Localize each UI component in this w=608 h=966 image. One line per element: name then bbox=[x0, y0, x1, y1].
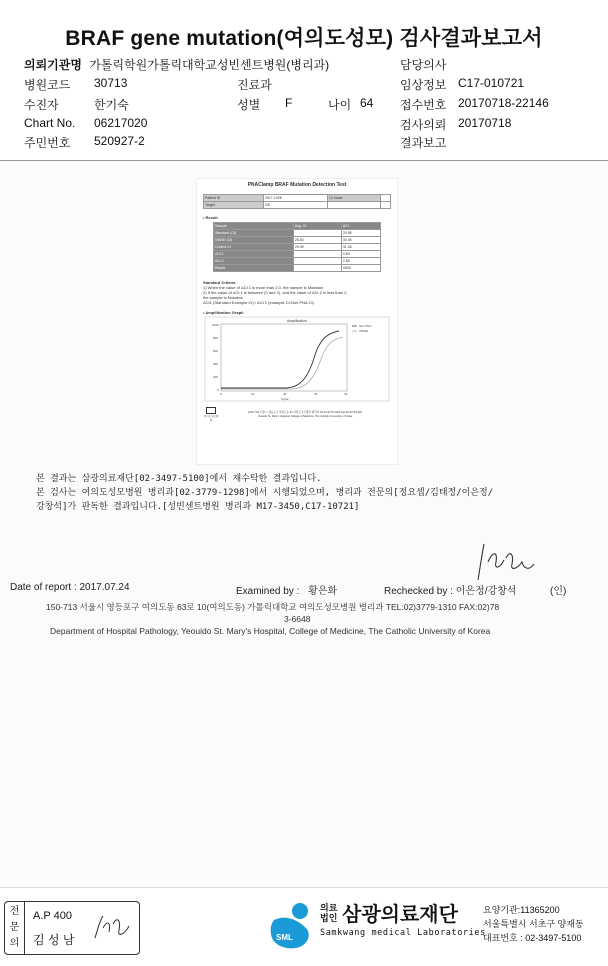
result-cell: 28.53 bbox=[293, 237, 341, 244]
result-cell: 0.60 bbox=[341, 251, 380, 258]
age-value: 64 bbox=[360, 96, 374, 110]
request-label: 검사의뢰 bbox=[400, 118, 447, 132]
x-tick-label: 40 bbox=[344, 392, 348, 396]
reception-label: 접수번호 bbox=[400, 98, 447, 112]
result-cell: Control Ct bbox=[214, 244, 294, 251]
result-cell: 30.45 bbox=[341, 237, 380, 244]
org-prefix bbox=[320, 903, 337, 923]
hospital-code-label: 병원코드 bbox=[24, 78, 71, 92]
patient-cell: Patient ID bbox=[204, 195, 264, 202]
org-phone: 대표번호 : 02-3497-5100 bbox=[483, 933, 582, 943]
org-code: 요양기관:11365200 bbox=[483, 905, 560, 915]
embedded-footer bbox=[203, 407, 391, 422]
examined-label: Examined by : bbox=[236, 586, 300, 597]
embedded-footer-line: (150-713) 서울시 영등포구 여의도동 62 여의도성모병원 병리과 Tel 02-3779-2120 Fax 02-3779-1334 bbox=[248, 410, 362, 414]
stamp-side-char: 의 bbox=[9, 938, 20, 949]
collector-value: 한기숙 bbox=[94, 98, 129, 112]
graph-title: Amplification bbox=[287, 319, 307, 323]
result-cell: 2.85 bbox=[341, 258, 380, 265]
result-cell bbox=[293, 230, 341, 237]
org-name: 삼광의료재단 bbox=[342, 904, 458, 926]
sml-logo-icon bbox=[268, 900, 316, 952]
y-tick-label: 400 bbox=[213, 362, 219, 366]
report-date: Date of report : 2017.07.24 bbox=[10, 582, 130, 593]
y-tick-label: 800 bbox=[213, 336, 219, 340]
result-cell bbox=[293, 265, 341, 272]
criteria-text bbox=[203, 285, 391, 305]
embedded-report bbox=[196, 178, 398, 465]
patient-table bbox=[203, 194, 391, 209]
patient-cell bbox=[328, 202, 381, 209]
result-heading: • Result bbox=[203, 215, 218, 220]
embedded-logo bbox=[203, 407, 219, 422]
rechecked-label: Rechecked by : bbox=[384, 586, 453, 597]
sex-value: F bbox=[285, 96, 293, 110]
amplification-graph bbox=[197, 315, 397, 405]
pathology-address-cont: 3-6648 bbox=[284, 614, 311, 624]
result-cell: Result bbox=[214, 265, 294, 272]
result-cell: 29.58 bbox=[341, 230, 380, 237]
stamp-side-char: 전 bbox=[9, 906, 20, 917]
org-contact bbox=[483, 903, 584, 945]
criteria-heading: Standard Criteria bbox=[203, 280, 236, 285]
org-prefix-line: 법인 bbox=[320, 913, 338, 923]
logo-caption: 여의도성모병원 bbox=[203, 415, 219, 422]
result-label: 결과보고 bbox=[400, 136, 447, 150]
specialist-stamp bbox=[4, 901, 140, 955]
result-cell bbox=[293, 251, 341, 258]
y-tick-label: 600 bbox=[213, 349, 219, 353]
note-line: 본 검사는 여의도성모병원 병리과[02-3779-1298]에서 시행되었으며, 병리과 전문의[정요셉/김태정/이은정/ bbox=[36, 488, 494, 498]
stamp-line1: A.P 400 bbox=[33, 910, 72, 922]
hospital-code-value: 30713 bbox=[94, 76, 128, 90]
result-table bbox=[213, 222, 381, 272]
result-notes bbox=[36, 472, 493, 514]
chart-value: 06217020 bbox=[94, 116, 148, 130]
y-tick-label: 200 bbox=[213, 375, 219, 379]
stamp-signature-icon bbox=[91, 912, 135, 946]
patient-cell: 2017-1026 bbox=[263, 195, 327, 202]
request-value: 20170718 bbox=[458, 116, 512, 130]
result-cell: ΔCt 1 bbox=[214, 251, 294, 258]
org-english: Samkwang medical Laboratories bbox=[320, 928, 486, 938]
stamp-line2: 김 성 남 bbox=[33, 933, 75, 947]
result-cell bbox=[293, 258, 341, 265]
seal-mark: (인) bbox=[550, 586, 567, 597]
result-cell: 31.28 bbox=[341, 244, 380, 251]
note-line: 강창석]가 판독한 결과입니다.[성빈센트병원 병리과 M17-3450,C17-10721] bbox=[36, 502, 360, 512]
hospital-logo-icon bbox=[206, 407, 216, 414]
sex-label: 성별 bbox=[237, 98, 261, 112]
institution-field bbox=[24, 56, 329, 73]
x-tick-label: 20 bbox=[283, 392, 287, 396]
signature-scribble-icon bbox=[470, 540, 540, 584]
patient-cell bbox=[381, 202, 391, 209]
y-tick-label: 0 bbox=[217, 388, 219, 392]
chart-label: Chart No. bbox=[24, 116, 76, 130]
sml-text: SML bbox=[276, 933, 293, 942]
result-cell: Standard (Ct) bbox=[214, 230, 294, 237]
criteria-line: 2) If the value of ΔCt 1 is between (0 and 2), and the value of ΔCt 2 is less than 2, bbox=[203, 290, 348, 295]
collector-label: 수진자 bbox=[24, 98, 59, 112]
note-line: 본 결과는 삼광의료재단[02-3497-5100]에서 재수탁한 결과입니다. bbox=[36, 474, 322, 484]
x-tick-label: 0 bbox=[220, 392, 222, 396]
resident-value: 520927-2 bbox=[94, 134, 145, 148]
clinical-info-label: 임상정보 bbox=[400, 78, 447, 92]
result-cell: 29.09 bbox=[293, 244, 341, 251]
patient-cell: Ct Value bbox=[328, 195, 381, 202]
org-prefix-line: 의료 bbox=[320, 903, 338, 913]
result-header-cell: Sample bbox=[214, 223, 294, 230]
resident-label: 주민번호 bbox=[24, 136, 71, 150]
graph-heading: • Amplification Graph bbox=[203, 310, 244, 315]
x-tick-label: 30 bbox=[314, 392, 318, 396]
dept-label: 진료과 bbox=[237, 78, 272, 92]
pathology-address: 150-713 서울시 영등포구 여의도동 63로 10(여의도동) 가톨릭대학교 여의도성모병원 병리과 TEL:02)3779-1310 FAX:02)78 bbox=[46, 602, 500, 612]
result-cell: V600E (Ct) bbox=[214, 237, 294, 244]
institution-label: 의뢰기관명 bbox=[24, 58, 82, 72]
criteria-line: 1) When the value of ΔCt 1 is more than 2.0, the sample is Mutation bbox=[203, 285, 324, 290]
rechecked-value: 이은정/강창석 bbox=[455, 586, 517, 597]
result-header-cell: Avg. Ct bbox=[293, 223, 341, 230]
patient-cell bbox=[381, 195, 391, 202]
legend-entry: V600E bbox=[359, 329, 369, 333]
age-label: 나이 bbox=[328, 98, 352, 112]
result-cell: ΔCt 2 bbox=[214, 258, 294, 265]
stamp-side-char: 문 bbox=[9, 922, 20, 933]
reception-value: 20170718-22146 bbox=[458, 96, 549, 110]
examined-by bbox=[236, 582, 337, 597]
header-divider bbox=[0, 160, 608, 161]
report-title: BRAF gene mutation(여의도성모) 검사결과보고서 bbox=[65, 27, 543, 50]
x-axis-label: Cycle bbox=[281, 397, 289, 401]
y-tick-label: 1000 bbox=[212, 323, 219, 327]
clinical-info-value: C17-010721 bbox=[458, 76, 525, 90]
x-tick-label: 10 bbox=[251, 392, 255, 396]
criteria-line: the sample is Mutation bbox=[203, 295, 244, 300]
institution-value: 가톨릭학원가톨릭대학교성빈센트병원(병리과) bbox=[89, 58, 330, 72]
result-header-cell: ΔCt bbox=[341, 223, 380, 230]
rechecked-by bbox=[384, 582, 516, 597]
stamp-side bbox=[5, 902, 25, 954]
result-cell: V600 bbox=[341, 265, 380, 272]
embedded-footer-line: Yeouido St. Mary's Hospital, College of Medicine, The Catholic University of Korea bbox=[257, 414, 353, 418]
criteria-line: ΔCt1 (Standard Example Ct) / ΔCt 2 (example Ct-Non PNA Ct) bbox=[203, 300, 314, 305]
embedded-report-title: PNAClamp BRAF Mutation Detection Test bbox=[247, 182, 347, 188]
patient-cell: V/E bbox=[263, 202, 327, 209]
department-line: Department of Hospital Pathology, Yeouido St. Mary's Hospital, College of Medicine, The Catholic University of Korea bbox=[50, 626, 491, 636]
org-address: 서울특별시 서초구 양재동 bbox=[483, 919, 584, 929]
legend-entry: Std. PNA bbox=[359, 324, 372, 328]
examined-value: 황은화 bbox=[308, 586, 338, 597]
attending-label: 담당의사 bbox=[400, 58, 447, 72]
patient-cell: Target bbox=[204, 202, 264, 209]
